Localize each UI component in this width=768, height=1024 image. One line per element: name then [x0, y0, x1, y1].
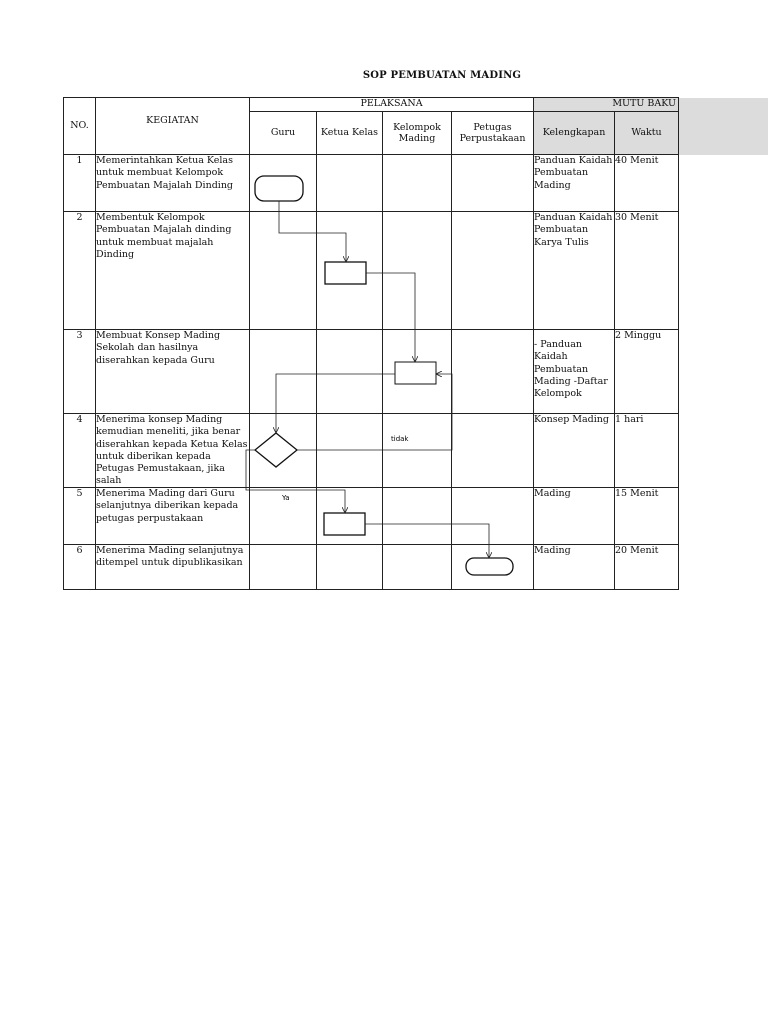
cell-guru: [250, 212, 317, 330]
kelengkapan-text: Mading: [534, 488, 615, 545]
cell-petugas-perpustakaan: [452, 212, 534, 330]
cell-ketua-kelas: [317, 330, 383, 414]
header-ketua-kelas: Ketua Kelas: [317, 112, 383, 155]
waktu-text: 40 Menit: [615, 155, 679, 212]
cell-kelompok-mading: [383, 330, 452, 414]
row-number: 5: [64, 488, 96, 545]
cell-petugas-perpustakaan: [452, 414, 534, 488]
cell-kelompok-mading: [383, 155, 452, 212]
cell-petugas-perpustakaan: [452, 488, 534, 545]
header-guru: Guru: [250, 112, 317, 155]
table-row: [64, 488, 679, 545]
cell-ketua-kelas: [317, 212, 383, 330]
waktu-text: 30 Menit: [615, 212, 679, 330]
waktu-text: 1 hari: [615, 414, 679, 488]
row-number: 6: [64, 545, 96, 590]
cell-ketua-kelas: [317, 155, 383, 212]
cell-guru: [250, 545, 317, 590]
kelengkapan-text: - Panduan Kaidah Pembuatan Mading -Daftar Kelompok: [534, 330, 615, 414]
cell-ketua-kelas: [317, 414, 383, 488]
cell-petugas-perpustakaan: [452, 545, 534, 590]
cell-ketua-kelas: [317, 545, 383, 590]
waktu-text: 20 Menit: [615, 545, 679, 590]
label-ya: Ya: [282, 494, 290, 502]
cell-kelompok-mading: [383, 488, 452, 545]
kegiatan-text: Membentuk Kelompok Pembuatan Majalah dinding untuk membuat majalah Dinding: [96, 212, 250, 330]
document-title: SOP PEMBUATAN MADING: [362, 70, 522, 81]
header-petugas-perpustakaan: Petugas Perpustakaan: [452, 112, 534, 155]
table-row: [64, 414, 679, 488]
row-number: 3: [64, 330, 96, 414]
cell-guru: [250, 330, 317, 414]
waktu-text: 2 Minggu: [615, 330, 679, 414]
header-kelengkapan: Kelengkapan: [534, 112, 615, 155]
cell-kelompok-mading: [383, 545, 452, 590]
row-number: 2: [64, 212, 96, 330]
cell-petugas-perpustakaan: [452, 155, 534, 212]
cell-kelompok-mading: [383, 414, 452, 488]
cell-guru: [250, 488, 317, 545]
kegiatan-text: Membuat Konsep Mading Sekolah dan hasilnya diserahkan kepada Guru: [96, 330, 250, 414]
header-pelaksana: PELAKSANA: [250, 98, 534, 112]
cell-petugas-perpustakaan: [452, 330, 534, 414]
kegiatan-text: Memerintahkan Ketua Kelas untuk membuat Kelompok Pembuatan Majalah Dinding: [96, 155, 250, 212]
header-kelompok-mading: Kelompok Mading: [383, 112, 452, 155]
header-no: NO.: [64, 98, 96, 155]
sop-table: [63, 97, 679, 590]
table-row: [64, 545, 679, 590]
kelengkapan-text: Panduan Kaidah Pembuatan Karya Tulis: [534, 212, 615, 330]
table-row: [64, 330, 679, 414]
table-row: [64, 155, 679, 212]
header-mutu-baku: MUTU BAKU: [534, 98, 679, 112]
label-tidak: tidak: [391, 435, 409, 443]
table-row: [64, 212, 679, 330]
kelengkapan-text: Mading: [534, 545, 615, 590]
header-kegiatan: KEGIATAN: [96, 98, 250, 155]
kegiatan-text: Menerima Mading dari Guru selanjutnya diberikan kepada petugas perpustakaan: [96, 488, 250, 545]
row-number: 4: [64, 414, 96, 488]
header-waktu: Waktu: [615, 112, 679, 155]
cell-guru: [250, 155, 317, 212]
kelengkapan-text: Panduan Kaidah Pembuatan Mading: [534, 155, 615, 212]
waktu-text: 15 Menit: [615, 488, 679, 545]
kelengkapan-text: Konsep Mading: [534, 414, 615, 488]
cell-kelompok-mading: [383, 212, 452, 330]
cell-ketua-kelas: [317, 488, 383, 545]
row-number: 1: [64, 155, 96, 212]
kegiatan-text: Menerima konsep Mading kemudian meneliti, jika benar diserahkan kepada Ketua Kelas untuk diberikan kepada Petugas Pemustakaan, jika salah: [96, 414, 248, 486]
kegiatan-text: Menerima Mading selanjutnya ditempel untuk dipublikasikan: [96, 545, 250, 590]
cell-guru: [250, 414, 317, 488]
